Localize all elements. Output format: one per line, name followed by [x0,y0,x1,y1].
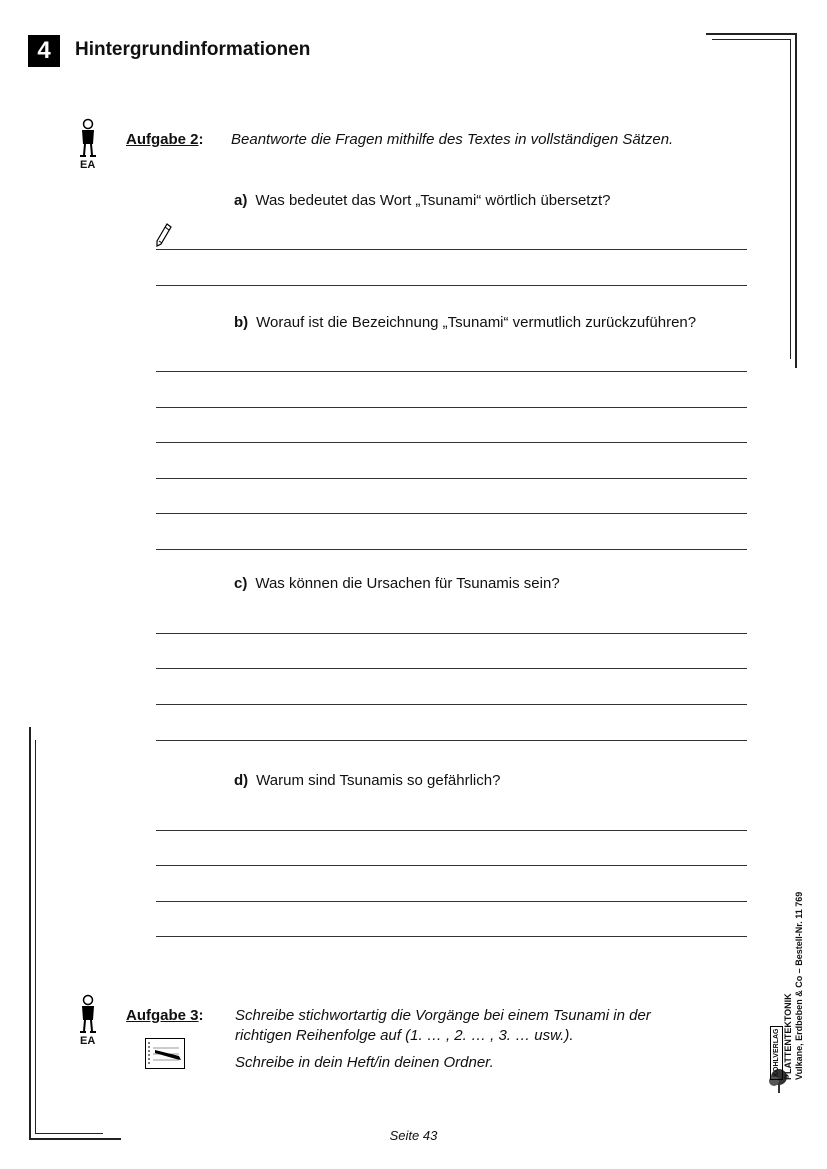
task2-heading: Aufgabe 2: [126,131,204,148]
question-d-letter: d) [234,772,249,789]
frame-top-right-v2 [790,39,791,359]
answer-line[interactable] [156,513,747,514]
frame-top-right-h2 [712,39,790,40]
chapter-number: 4 [28,35,60,67]
frame-top-right-h1 [706,33,796,35]
question-b-text: Worauf ist die Bezeichnung „Tsunami“ vermutlich zurückzuführen? [256,314,697,331]
frame-top-right-v1 [795,33,797,368]
answer-line[interactable] [156,549,747,550]
question-a-letter: a) [234,192,248,209]
page-number: Seite 43 [389,1128,438,1143]
pencil-icon [155,222,173,248]
question-a-text: Was bedeutet das Wort „Tsunami“ wörtlich übersetzt? [255,192,611,209]
task3-instruction-line1: Schreibe stichwortartig die Vorgänge bei einem Tsunami in der [235,1007,651,1024]
question-c-letter: c) [234,575,248,592]
publisher-name: KOHLVERLAG [770,1026,783,1080]
answer-line[interactable] [156,285,747,286]
frame-bottom-left-v1 [29,727,31,1140]
question-d [234,772,500,789]
answer-line[interactable] [156,407,747,408]
task3-instruction-line2: richtigen Reihenfolge auf (1. … , 2. … , 3. … usw.). [235,1027,574,1044]
notebook-pen-icon [145,1038,185,1069]
question-a [234,192,611,209]
chapter-title: Hintergrundinformationen [75,39,311,60]
ea-badge: EA [80,159,96,171]
book-title: PLATTENTEKTONIK [783,993,793,1080]
answer-line[interactable] [156,633,747,634]
answer-line[interactable] [156,442,747,443]
answer-line[interactable] [156,740,747,741]
task3-instruction-line3: Schreibe in dein Heft/in deinen Ordner. [235,1054,494,1071]
question-c [234,575,560,592]
question-d-text: Warum sind Tsunamis so gefährlich? [256,772,501,789]
person-icon [78,994,98,1036]
answer-line[interactable] [156,936,747,937]
task3-heading: Aufgabe 3: [126,1007,204,1024]
task3-label: Aufgabe 3 [126,1007,199,1024]
task2-instruction: Beantworte die Fragen mithilfe des Textes in vollständigen Sätzen. [231,131,674,148]
frame-bottom-left-v2 [35,740,36,1134]
answer-line[interactable] [156,704,747,705]
answer-line[interactable] [156,865,747,866]
publisher-side-text [770,800,805,1080]
ea-badge: EA [80,1035,96,1047]
answer-line[interactable] [156,830,747,831]
answer-line[interactable] [156,249,747,250]
question-b-letter: b) [234,314,249,331]
answer-line[interactable] [156,668,747,669]
person-icon [78,118,98,160]
question-c-text: Was können die Ursachen für Tsunamis sein? [255,575,560,592]
answer-line[interactable] [156,371,747,372]
task2-label: Aufgabe 2 [126,131,199,148]
answer-line[interactable] [156,478,747,479]
answer-line[interactable] [156,901,747,902]
question-b [234,314,696,331]
book-subtitle: Vulkane, Erdbeben & Co – Bestell-Nr. 11 769 [794,891,804,1080]
